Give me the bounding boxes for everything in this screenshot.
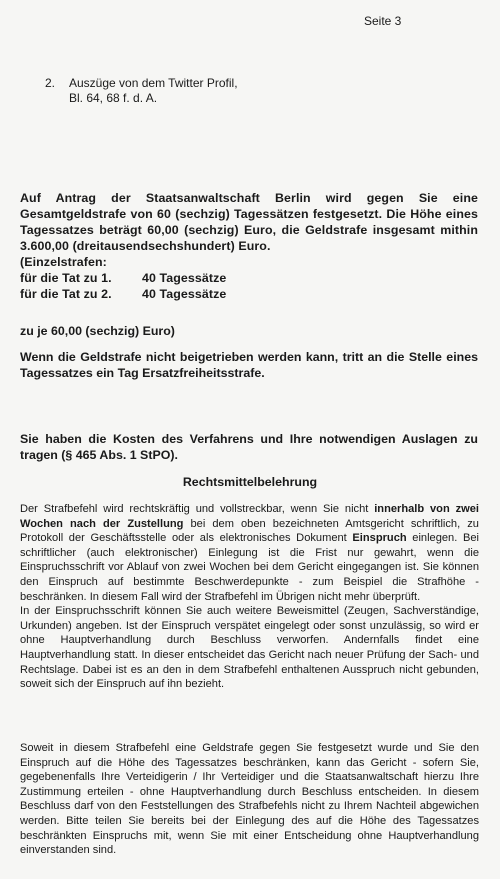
single-penalties-label: (Einzelstrafen: xyxy=(20,255,107,269)
costs-text: Sie haben die Kosten des Verfahrens und Ihre notwendigen Auslagen zu tragen (§ 465 Abs. 1 StPO). xyxy=(20,432,478,462)
legal-remedy-text: In der Einspruchsschrift können Sie auch weitere Beweismittel (Zeugen, Sachverständige, Urkunden) angeben. Ist der Einspruch verspätet eingelegt oder sonst unzulässig, so wird er ohne Hauptverhandlung durch Beschluss verworfen. Andernfalls findet eine Hauptverhandlung statt. In dieser entscheidet das Gericht nach neuer Prüfung der Sach- und Rechtslage. Dabei ist es an den in dem Strafbefehl enthaltenen Ausspruch nicht gebunden, soweit sich der Einspruch auf ihn bezieht. xyxy=(20,605,479,691)
penalty-text: Auf Antrag der Staatsanwaltschaft Berlin wird gegen Sie eine Gesamtgeldstrafe von 60 (sechzig) Tagessätzen festgesetzt. Die Höhe eines Tagessatzes beträgt 60,00 (sechzig) Euro, die Geldstrafe insgesamt mithin 3.600,00 (dreitausendsechshundert) Euro. xyxy=(20,191,478,253)
objection-emphasis: Einspruch xyxy=(352,532,407,545)
legal-remedy-heading: Rechtsmittelbelehrung xyxy=(182,475,318,489)
legal-remedy-text: Der Strafbefehl wird rechtskräftig und vollstreckbar, wenn Sie nicht xyxy=(20,503,375,515)
legal-remedy-paragraph-2: Soweit in diesem Strafbefehl eine Geldstrafe gegen Sie festgesetzt wurde und Sie den Einspruch auf die Höhe des Tagessatzes beschränken, kann das Gericht - sofern Sie, gegebenenfalls Ihre Verteidigerin / Ihr Verteidiger und die Staatsanwaltschaft hierzu Ihre Zustimmung erteilen - ohne Hauptverhandlung durch Beschluss entscheiden. In diesem Beschluss darf von den Feststellungen des Strafbefehls nicht zu Ihrem Nachteil abgewichen werden. Bitte teilen Sie bereits bei der Einlegung des auf die Höhe des Tagessatzes beschränkten Einspruchs mit, wenn Sie mit einer Entscheidung ohne Hauptverhandlung einverstanden sind. xyxy=(20,742,479,857)
evidence-item-text: Auszüge von dem Twitter Profil, xyxy=(69,76,238,90)
legal-remedy-text: einlegen. Bei schriftlicher (auch elektronischer) Einlegung ist die Frist nur gewahrt, wenn die Einspruchsschrift vor Ablauf von zwei Wochen bei dem Gericht eingegangen ist. Sie können den Einspruch auf bestimmte Beschwerdepunkte - zum Beispiel die Strafhöhe - beschränken. In diesem Fall wird der Strafbefehl im Übrigen nicht mehr überprüft. xyxy=(20,532,479,603)
legal-remedy-paragraph-1 xyxy=(20,502,479,692)
penalty-row-label: für die Tat zu 2. xyxy=(20,287,112,301)
penalty-row xyxy=(20,286,478,302)
evidence-item xyxy=(45,76,238,106)
page-number: Seite 3 xyxy=(364,14,402,28)
legal-remedy-text: bei dem oben bezeichneten Amtsgericht schriftlich, zu Protokoll der Geschäftsstelle oder als elektronisches Dokument xyxy=(20,517,479,545)
deadline-emphasis: innerhalb von zwei Wochen nach der Zustellung xyxy=(20,503,480,530)
penalty-section xyxy=(20,190,478,302)
per-day-amount: zu je 60,00 (sechzig) Euro) xyxy=(20,324,175,338)
evidence-item-number: 2. xyxy=(45,76,56,90)
penalty-row-value: 40 Tagessätze xyxy=(142,271,227,285)
substitute-custody-text: Wenn die Geldstrafe nicht beigetrieben werden kann, tritt an die Stelle eines Tagessatzes ein Tag Ersatzfreiheitsstrafe. xyxy=(20,350,478,380)
penalty-row-label: für die Tat zu 1. xyxy=(20,271,112,285)
evidence-item-line2: Bl. 64, 68 f. d. A. xyxy=(69,91,158,105)
penalty-row-value: 40 Tagessätze xyxy=(142,287,227,301)
evidence-item-line1 xyxy=(45,76,238,91)
penalty-row xyxy=(20,270,478,286)
